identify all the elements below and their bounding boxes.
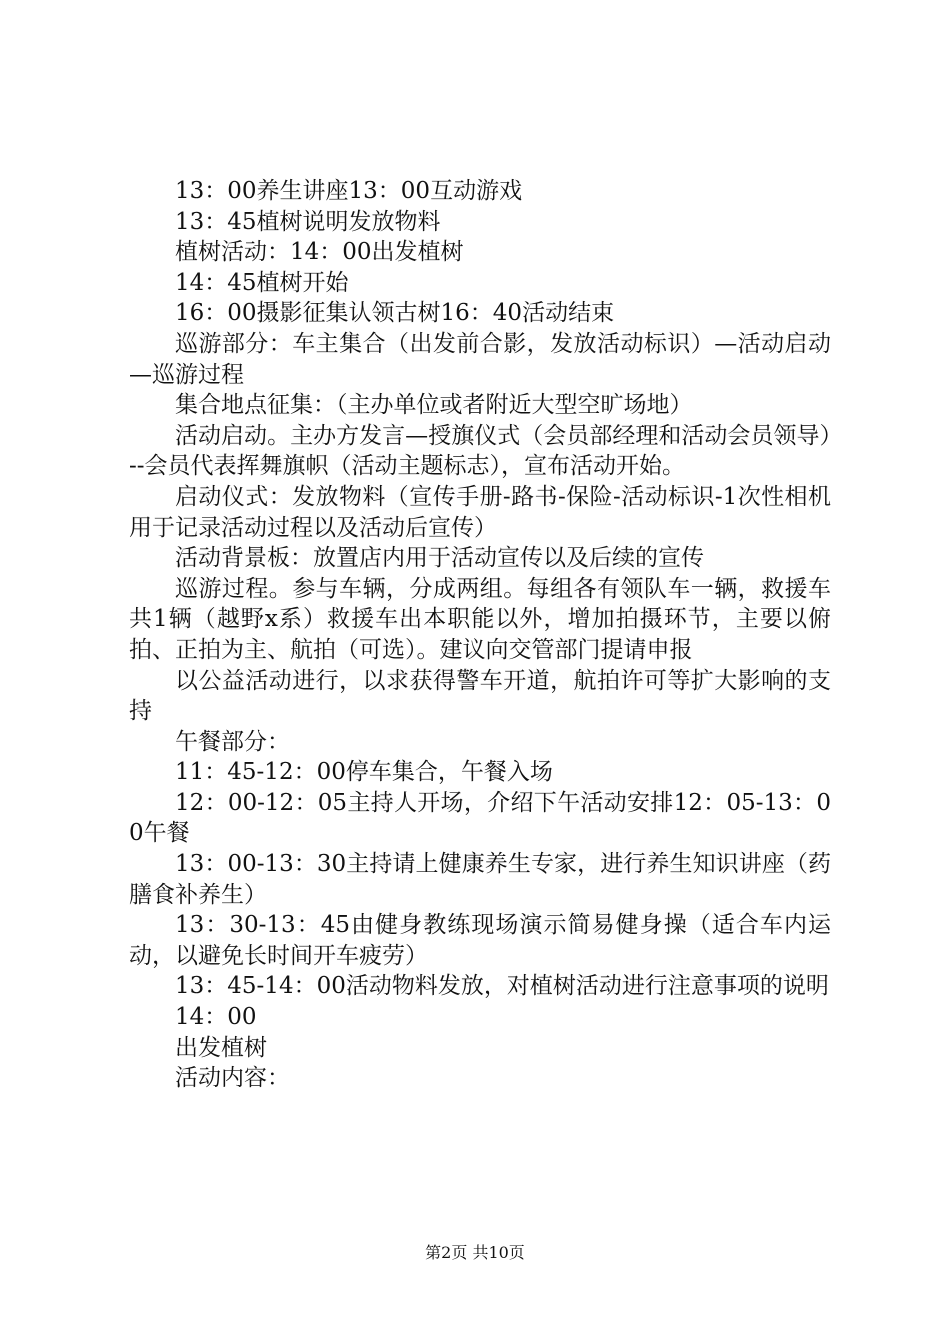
paragraph-photo-collection: 16：00摄影征集认领古树16：40活动结束 xyxy=(175,300,615,327)
paragraph-activity-content: 活动内容： xyxy=(175,1065,290,1092)
paragraph-parade-process: 巡游过程。参与车辆，分成两组。每组各有领队车一辆，救援车共1辆（越野x系）救援车出本职能以外，增加拍摄环节，主要以俯拍、正拍为主、航拍（可选）。建议向交管部门提请申报 xyxy=(129,575,831,663)
paragraph-launch-ceremony: 启动仪式：发放物料（宣传手册-路书-保险-活动标识-1次性相机用于记录活动过程以及活动后宣传） xyxy=(129,483,831,541)
paragraph-activity-launch: 活动启动。主办方发言—授旗仪式（会员部经理和活动会员领导）--会员代表挥舞旗帜（活动主题标志），宣布活动开始。 xyxy=(129,422,831,480)
page-number-footer: 第2页 共10页 xyxy=(425,1243,525,1262)
paragraph-lunch-section: 午餐部分： xyxy=(175,728,290,755)
paragraph-parade-section: 巡游部分：车主集合（出发前合影，发放活动标识）—活动启动—巡游过程 xyxy=(129,330,831,388)
paragraph-lecture-games: 13：00养生讲座13：00互动游戏 xyxy=(175,178,523,204)
paragraph-time-1400: 14：00 xyxy=(175,1004,257,1031)
paragraph-depart-planting: 出发植树 xyxy=(175,1034,267,1061)
paragraph-fitness-demo: 13：30-13：45由健身教练现场演示简易健身操（适合车内运动，以避免长时间开车疲劳） xyxy=(129,912,831,969)
paragraph-health-lecture: 13：00-13：30主持请上健康养生专家，进行养生知识讲座（药膳食补养生） xyxy=(129,851,831,908)
paragraph-tree-activity: 植树活动：14：00出发植树 xyxy=(175,239,464,266)
paragraph-materials-distribution: 13：45-14：00活动物料发放，对植树活动进行注意事项的说明 xyxy=(175,973,829,1000)
paragraph-lunch-gather: 11：45-12：00停车集合，午餐入场 xyxy=(175,759,553,786)
paragraph-meeting-place: 集合地点征集：（主办单位或者附近大型空旷场地） xyxy=(175,392,693,419)
paragraph-public-welfare: 以公益活动进行，以求获得警车开道，航拍许可等扩大影响的支持 xyxy=(129,667,831,725)
document-body xyxy=(129,176,831,1094)
paragraph-planting-start: 14：45植树开始 xyxy=(175,269,349,296)
paragraph-backdrop: 活动背景板：放置店内用于活动宣传以及后续的宣传 xyxy=(175,545,704,572)
paragraph-host-opening: 12：00-12：05主持人开场，介绍下午活动安排12：05-13：00午餐 xyxy=(129,789,831,847)
paragraph-tree-instructions: 13：45植树说明发放物料 xyxy=(175,208,441,235)
